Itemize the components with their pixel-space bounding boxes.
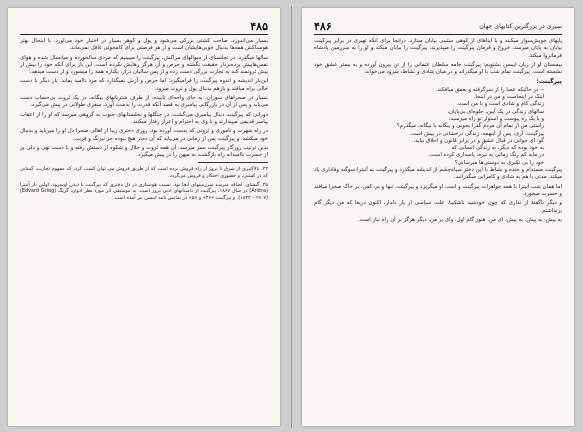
footnote-divider: [198, 162, 268, 163]
paragraph: پیرگینت مستدام و خنده و نشاط با این دختر سیاه‌چشم از اندیشه میگذرد و پیرگینت به آنیترا سوگند وفاداری یاد میکند. مدتی با هم به شادی و کامرانی میگذرانند.: [314, 167, 562, 181]
left-page-number: ۴۸۵: [250, 19, 268, 33]
right-page: [302, 8, 574, 426]
paragraph: پاپهای خویش‌سوار میکنند و با ایناهای از کوهی ستیبی بیابان میتازد. درآنجا برای آنکه تهیری در برابر پیرگینت بیابان به پایان میرسد، خروج و فرمان پیرگینت را میپذیرند. پیرگینت را بیابان میکند و او را به سرزمین پادشاه فرمانروا میکند.: [314, 38, 562, 59]
left-page: [8, 8, 280, 426]
paragraph: بدین ترتیب روزگار پیرگینت بسر میرسد. آن همه ثروت و جلال و شکوه از دستش رفته و با دست تهی و دلی پر از حسرت ناامیدانه راه بازگشت به میهن را در پیش میگیرد.: [20, 144, 268, 159]
right-page-number: ۴۸۶: [314, 19, 332, 33]
paragraph: و دیگر ناگفتهٔ از نداری که چون خودشید ناشکیبا، علت سپاسی از یار دلدار، اکنون دریغا که من دیگر گام برنداشتم.: [314, 200, 562, 214]
paragraph: به پیش، به پیش، به پیش، ای من. هنوز گام اول، وای بر من، دیگر هرگز بر آن راه نیاز است.: [357, 216, 562, 223]
right-running-title: سیری در بزرگترین کتابهای جهان: [479, 22, 562, 30]
left-page-header: [20, 18, 268, 35]
verse-line: پیرگینت: آری، پس از اینهمه، زندگی درخشانی در پیش است.: [409, 130, 544, 137]
paragraph: در راه شهرت و ناموری و ثروتی که بدست آورده بود، روزی دختری زیبا از اهالی صحرا دل او را میرباید و بدنبال خود میکشد، و پیرگینت پس از زمانی در می‌یابد که آن دختر هیچ نبوده جز نیرنگ و فریب.: [20, 128, 268, 142]
right-page-header: [314, 18, 562, 35]
book-gutter: [291, 6, 292, 428]
right-page-body: [314, 38, 562, 418]
verse-line: به خود بوده که دیگر، به زندگی انسانی که: [451, 145, 544, 152]
paragraph: این‌بار اندیشه و اندوه پیرگینت را فرامیگیرد؛ اما حرص و آزش نمیگذارد که مرد ناامید بماند. بار دیگر با دست خالی براه میافتد و بازهم بدنبال پول و ثروت میرود.: [20, 78, 268, 92]
paragraph: بسیار می‌اندوزد، صاحب کشتی بزرگی می‌شود و پول و گوهر بسیار در اختیار خود می‌آورد. با اینحال بهتر هوسناکش همه‌ها بدنبال خوبی‌هایشان است و از هر فرصتی برای کامجوئی غافل نمی‌ماند.: [20, 38, 268, 52]
verse-line: در مایه کم رنگ زمانی به نیزه، پاسداری کرده است،: [428, 152, 544, 159]
verse-line: سالهای زندگی در یک آیین، جلوه‌ای بی‌پایان،: [447, 108, 544, 115]
footnote: ۴۴. بالاکنیزی از شرق تا نروژ از راه فروش برده است که از طریق فروش می توان کسب کرد، که مفهوم تجارت، کسانی که در کشتی، و حضوری احتکار و فروش می‌گردد.: [20, 166, 268, 180]
paragraph: بسیار در صحراهای سوزان، به جای واحه‌ای تابیده، از طرف شتربانهای بیگانه، در یک ثروت بی‌حساب دست می‌یابد و پس از آن در بازرگانی پیامبری به قصد آنکه قدرت را بدست آورد، سفری طولانی در پیش می‌گیرد.: [20, 95, 268, 109]
paragraph: سالها میگذرد. در تجلسنای از سوالهای مراکش، پیرگینت را میبینیم که مردی سالخورده و میانسال شده و هوای نفس‌هاییش پرده‌بردار حقیقت نگشته و حرص و آز، هرگز رهایش نکرده است. این بار برای آنکه خود را بیش از پیش ثروتمند کند به تجارت بزرگی دست زده و از پس سالیان دراز، یکباره همه را میسوزد و از دست میدهد.: [20, 54, 268, 76]
verse-line: زندگی کام و شادی است و با من است.: [456, 101, 544, 108]
verse-line: اینک در اینجاست و من در اینجا.: [473, 94, 544, 101]
verse-line: -- در حالیکه عصا را از سرگرفته و بعمق میافکند: [437, 86, 544, 93]
paragraph: بیمستان او از زبان ایبسن بشنویم: پیرگینت جامه سلطان عثمانی را از تن بیرون آورده و به بستر عشق خود نشسته است. پیرگینت تمام شب با او میگذراند و در میان شادی و نشاط، سرود می‌خواند:: [314, 61, 562, 76]
paragraph: دورانی که پیرگینت دنبال پیامبری می‌گشت، در جنگلها و نخلستانهای جنوب به گروهی میرسد که او را از اعقاب پیامبر قدیمی میپندارند و با وی به احترام و اعزاز رفتار میکنند.: [20, 111, 268, 125]
verse-line: راستی من از تمام آن مردم گذرا بخوبی و بیگانه با بیگانه، میگذرم؟: [396, 123, 544, 130]
left-page-body: [20, 38, 268, 418]
verse-line: خود را بی تکبری به دوستی‌ها میرسانی؟: [454, 159, 544, 166]
footnote: ۴۵. گیشای. اضافه میرسد سرزمینهای آنجا بود. نسبت هوسبازی در دل دختری که پیرگینت با دیدن اوسرود. اولین بار آنیترا (Anitra) در سال ۱۸۶۷، پیرگینت از داستانهای ادبی نروژ است. به موسیقی اثر مورد نظر ادوارد گریگ (Edvard Grieg) (۱۸۴۳ - ۱۹۰۷). و پیرگینت «۴۶» و «۵» در نمایش نامه ایبسن نیز آمده است.: [20, 181, 268, 201]
dialogue-heading: پیرگینت:: [536, 78, 562, 86]
verse-line: و با یک ره پیوست و استوار تو راه میرسید،: [448, 115, 544, 122]
paragraph: اما همان شب آنیترا با همه جواهرات پیرگینت و اسب او میگریزد و پیرگینت، تنها و بی کس، بر خاک صحرا میافتد و حسرت میخورد.: [314, 183, 562, 197]
verse-line: گو: ای جوانی در قبال عشق و در برابر قانون و اخلاق نیاید،: [413, 137, 544, 144]
